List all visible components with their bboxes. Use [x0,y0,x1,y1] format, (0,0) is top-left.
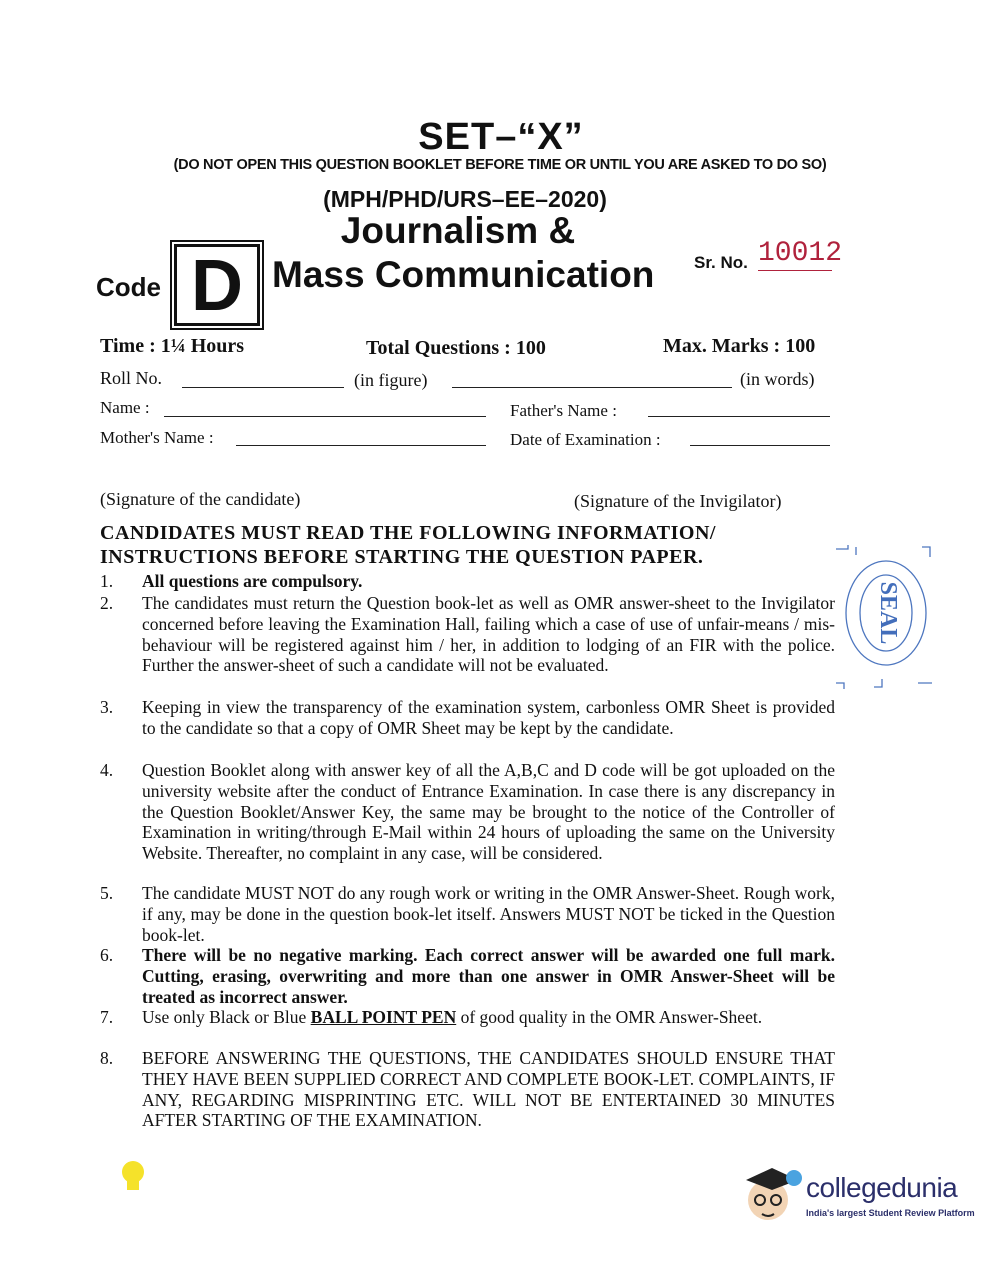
instruction-number: 2. [100,593,114,613]
confidential-seal-stamp [834,543,934,693]
date-of-exam-line[interactable] [690,445,830,446]
mothers-name-label: Mother's Name : [100,428,214,447]
in-words-label: (in words) [740,369,815,389]
max-marks: Max. Marks : 100 [663,335,816,357]
instruction-number: 7. [100,1007,114,1027]
code-letter-box [174,244,260,326]
instruction-text: All questions are compulsory. [142,571,363,591]
instruction-item-2 [100,593,835,676]
roll-no-figure-line[interactable] [182,387,344,388]
lightbulb-icon [118,1158,152,1194]
code-label: Code [96,272,161,302]
instruction-item-7 [100,1007,835,1028]
instruction-number: 8. [100,1048,114,1068]
name-label: Name : [100,398,150,417]
instruction-item-8 [100,1048,835,1131]
subject-line-1: Journalism & [340,210,576,251]
candidate-signature-label: (Signature of the candidate) [100,489,301,509]
instruction-text: There will be no negative marking. Each correct answer will be awarded one full mark. Cutting, erasing, overwriting and more than one answer in OMR Answer-Sheet will be treated as incorrect answer. [142,945,835,1007]
exam-code: (MPH/PHD/URS–EE–2020) [323,186,607,212]
in-figure-label: (in figure) [354,370,428,390]
instructions-heading-line-1: CANDIDATES MUST READ THE FOLLOWING INFORMATION/ [100,522,716,544]
instructions-heading-line-2: INSTRUCTIONS BEFORE STARTING THE QUESTION PAPER. [100,546,704,568]
time-label: Time : 1¼ Hours [100,335,245,357]
instruction-item-5 [100,883,835,945]
serial-number-value: 10012 [758,238,843,269]
code-letter: D [191,246,243,326]
instruction-text: Keeping in view the transparency of the examination system, carbonless OMR Sheet is provided to the candidate so that a copy of OMR Sheet may be kept by the candidate. [142,697,835,738]
instruction-text-after: of good quality in the OMR Answer-Sheet. [456,1007,763,1027]
instruction-text: Question Booklet along with answer key of all the A,B,C and D code will be got uploaded on the university website after the conduct of Entrance Examination. In case there is any discrepancy in the Question Booklet/Answer Key, the same may be brought to the notice of the Controller of Examination in writing/through E-Mail within 24 hours of uploading the same on the University Website. Thereafter, no complaint in any case, will be considered. [142,760,835,864]
instructions-heading [100,521,716,569]
instruction-number: 6. [100,945,114,965]
collegedunia-tagline: India's largest Student Review Platform [806,1208,975,1218]
warning-notice: (DO NOT OPEN THIS QUESTION BOOKLET BEFORE TIME OR UNTIL YOU ARE ASKED TO DO SO) [173,157,827,173]
fathers-name-line[interactable] [648,416,830,417]
total-questions: Total Questions : 100 [366,337,546,359]
instruction-text: The candidate MUST NOT do any rough work or writing in the OMR Answer-Sheet. Rough work, if any, may be done in the question book-let itself. Answers MUST NOT be ticked in the Question book-let. [142,883,835,945]
invigilator-signature-label: (Signature of the Invigilator) [574,491,782,511]
name-line[interactable] [164,416,486,417]
instruction-item-3 [100,697,835,739]
instruction-text [142,1007,835,1028]
collegedunia-brand: collegedunia [806,1172,958,1203]
instruction-number: 1. [100,571,114,591]
instruction-item-1 [100,571,835,592]
seal-text: SEAL [875,581,901,645]
fathers-name-label: Father's Name : [510,401,617,420]
instruction-text: The candidates must return the Question book-let as well as OMR answer-sheet to the Invigilator concerned before leaving the Examination Hall, failing which a case of use of unfair-means / mis-behaviour will be registered against him / her, in addition to lodging of an FIR with the police. Further the answer-sheet of such a candidate will not be evaluated. [142,593,835,676]
serial-number-label: Sr. No. [694,253,748,272]
instruction-text-before: Use only Black or Blue [142,1007,311,1027]
ball-point-pen-emphasis: BALL POINT PEN [310,1007,457,1027]
mothers-name-line[interactable] [236,445,486,446]
collegedunia-mascot-icon [742,1160,806,1230]
roll-no-label: Roll No. [100,368,163,388]
instruction-item-6 [100,945,835,1007]
instruction-item-4 [100,760,835,864]
instruction-number: 5. [100,883,114,903]
set-title: SET–“X” [418,116,584,158]
subject-line-2: Mass Communication [272,254,655,295]
date-of-exam-label: Date of Examination : [510,430,661,449]
instruction-text: BEFORE ANSWERING THE QUESTIONS, THE CANDIDATES SHOULD ENSURE THAT THEY HAVE BEEN SUPPLIED CORRECT AND COMPLETE BOOK-LET. COMPLAINTS, IF ANY, REGARDING MISPRINTING ETC. WILL NOT BE ENTERTAINED 30 MINUTES AFTER STARTING OF THE EXAMINATION. [142,1048,835,1131]
instruction-number: 3. [100,697,114,717]
roll-no-words-line[interactable] [452,387,732,388]
instruction-number: 4. [100,760,114,780]
